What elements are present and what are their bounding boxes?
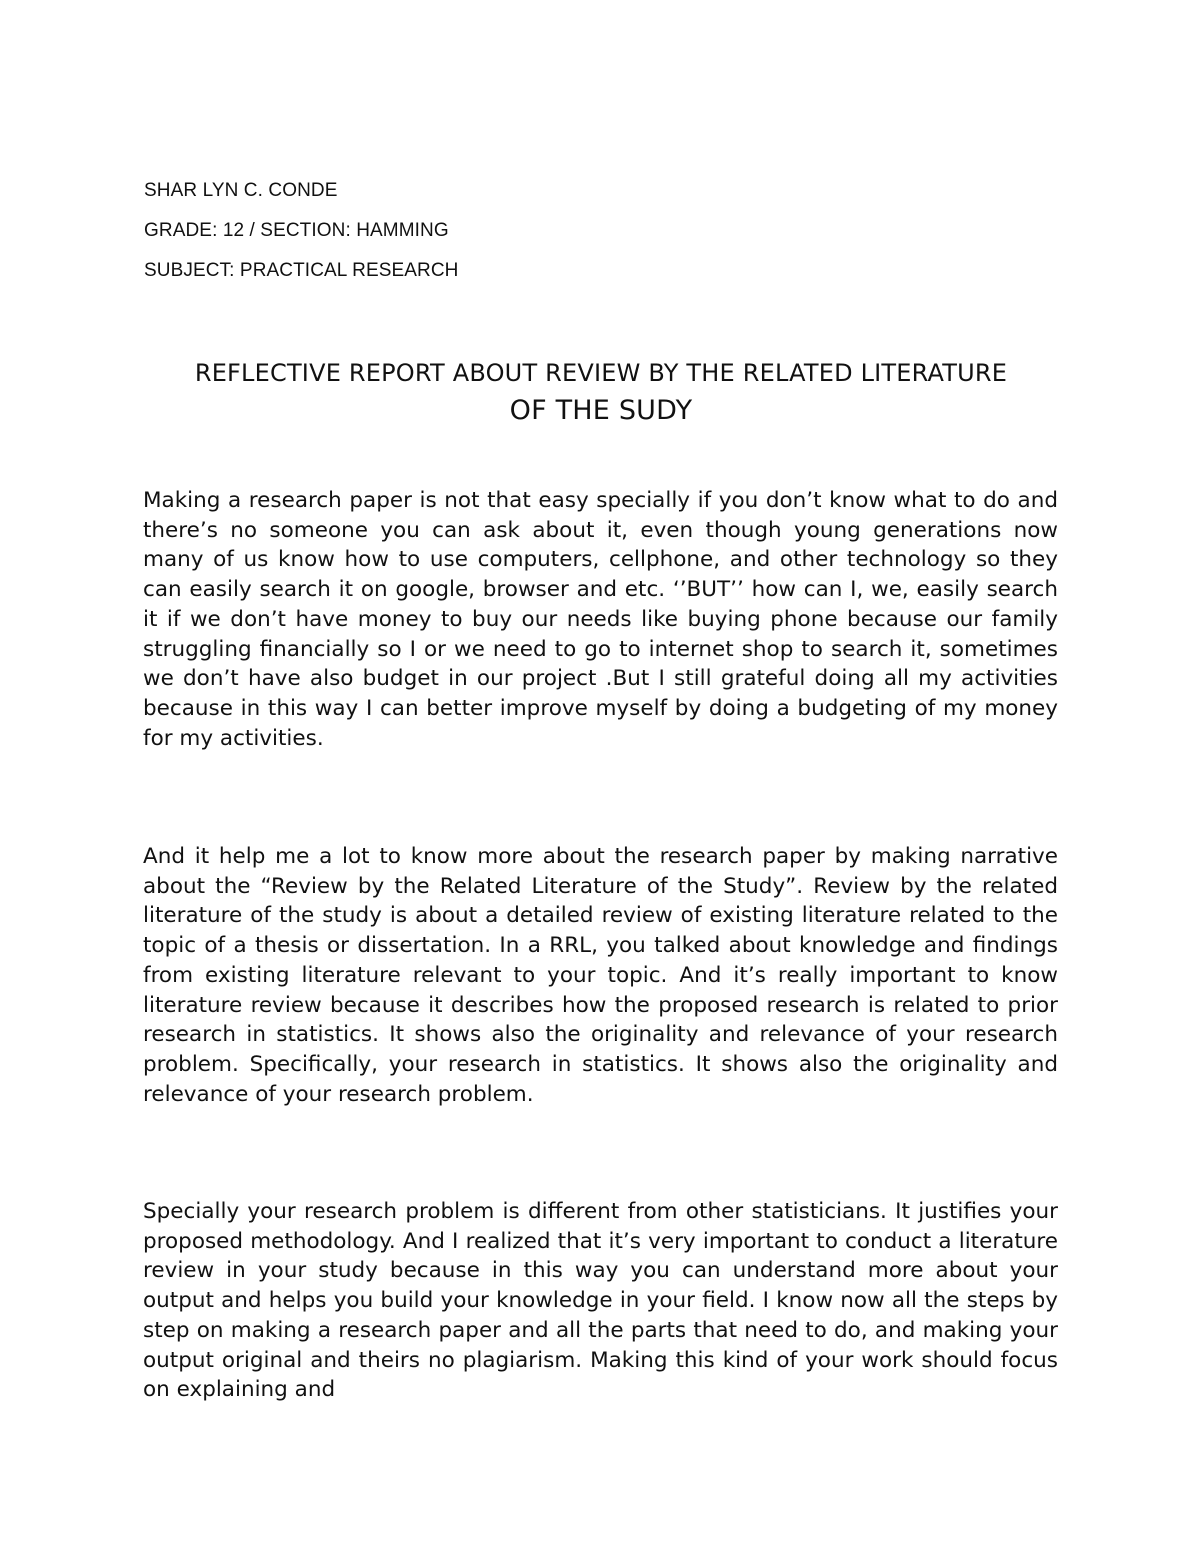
report-title-line-2: OF THE SUDY <box>509 395 693 426</box>
body-paragraph-3: Specially your research problem is different from other statisticians. It justifies your proposed methodology. And I realized that it’s very important to conduct a literature review in your study because in this way you can understand more about your output and helps you build your knowledge in your field. I know now all the steps by step on making a research paper and all the parts that need to do, and making your output original and theirs no plagiarism. Making this kind of your work should focus on explaining and <box>143 1199 1058 1403</box>
report-title <box>144 355 1058 429</box>
grade-section-line: GRADE: 12 / SECTION: HAMMING <box>144 220 449 241</box>
body-paragraph-1: Making a research paper is not that easy specially if you don’t know what to do and there’s no someone you can ask about it, even though young generations now many of us know how to use computers, cellphone, and other technology so they can easily search it on google, browser and etc. ‘’BUT’’ how can I, we, easily search it if we don’t have money to buy our needs like buying phone because our family struggling financially so I or we need to go to internet shop to search it, sometimes we don’t have also budget in our project .But I still grateful doing all my activities because in this way I can better improve myself by doing a budgeting of my money for my activities. <box>143 488 1058 751</box>
body-paragraph-2: And it help me a lot to know more about the research paper by making narrative about the “Review by the Related Literature of the Study”. Review by the related literature of the study is about a detailed review of existing literature related to the topic of a thesis or dissertation. In a RRL, you talked about knowledge and findings from existing literature relevant to your topic. And it’s really important to know literature review because it describes how the proposed research is related to prior research in statistics. It shows also the originality and relevance of your research problem. Specifically, your research in statistics. It shows also the originality and relevance of your research problem. <box>143 844 1058 1107</box>
student-name: SHAR LYN C. CONDE <box>144 180 338 201</box>
subject-line: SUBJECT: PRACTICAL RESEARCH <box>144 260 459 281</box>
student-info-header <box>144 181 844 301</box>
report-title-line-1: REFLECTIVE REPORT ABOUT REVIEW BY THE RELATED LITERATURE <box>194 359 1008 387</box>
